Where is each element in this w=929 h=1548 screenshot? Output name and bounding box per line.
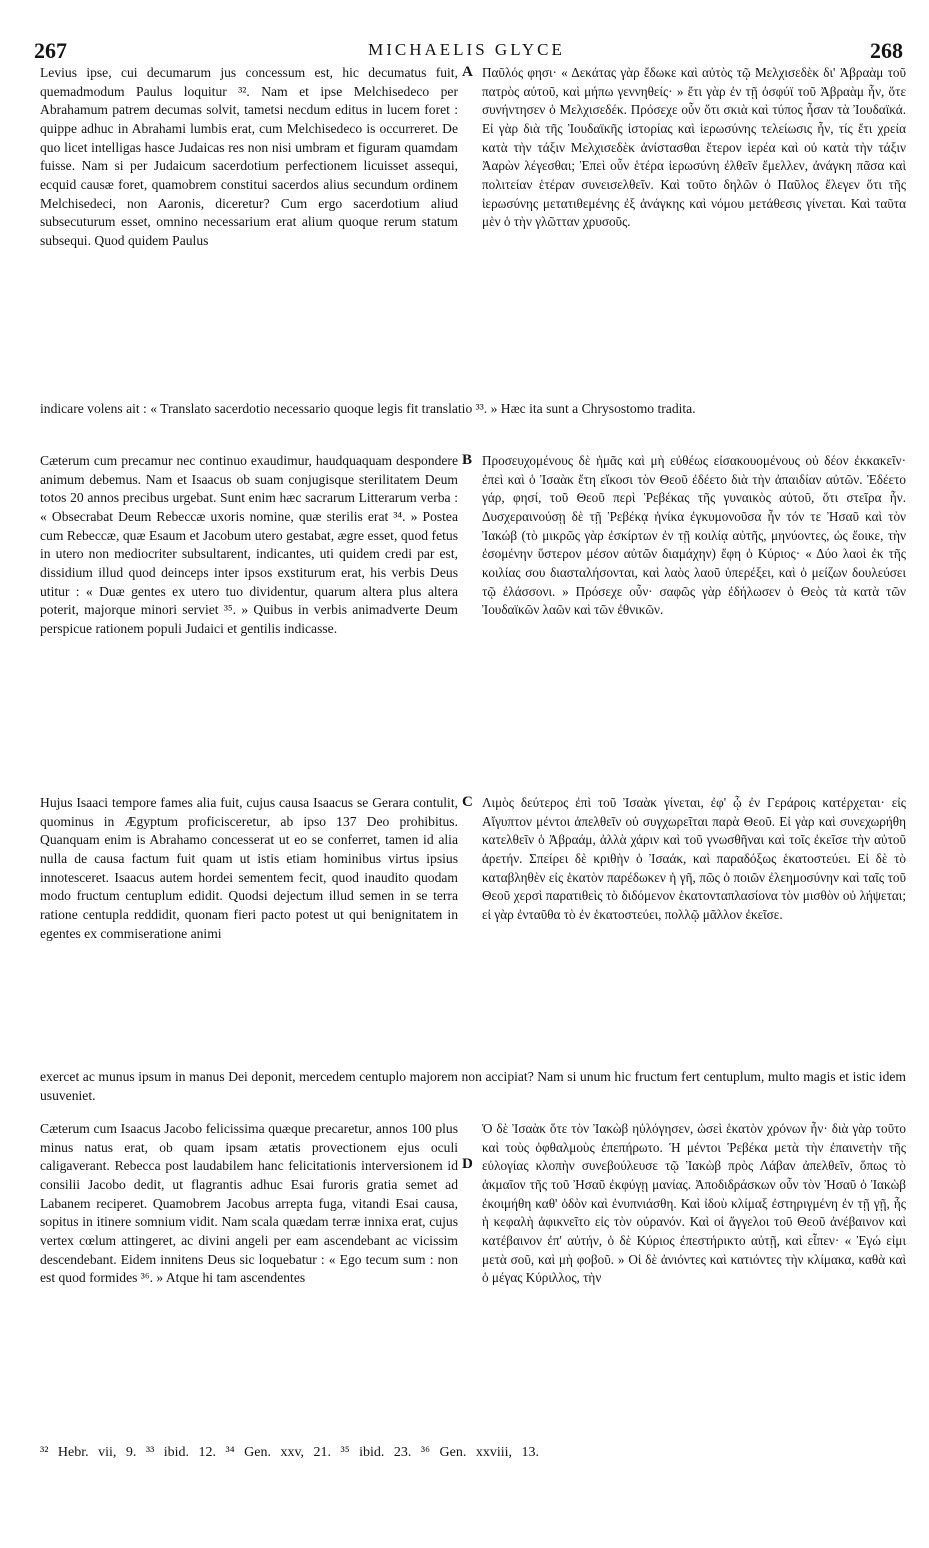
margin-letter-c: C xyxy=(462,794,473,810)
page-number-right: 268 xyxy=(870,38,903,63)
latin-full-width-a: indicare volens ait : « Translato sacerdotio necessario quoque legis fit translatio ³³. » Hæc ita sunt a Chrysostomo tradita. xyxy=(40,401,696,416)
page-number-left: 267 xyxy=(34,38,67,63)
latin-column-d: Cæterum cum Isaacus Jacobo felicissima quæque precaretur, annos 100 plus minus natus erat, ob quam ipsam ætatis provectionem ejus oculi caligaverant. Rebecca post laudabilem hanc felicitationis interversionem id consilii Jacobo dedit, ut flagrantis adhuc Esai furoris gratia semet ad Labanem reciperet. Quamobrem Jacobus arrepta fuga, vitandi Esai causa, sopitus in itinere somnium vidit. Nam scala quædam terræ innixa erat, cujus vertex cœlum attingeret, ac divini angeli per eam ascendebant ac vicissim descendebant. Eidem innitens Deus sic loquebatur : « Ego tecum sum : non est quod formides ³⁶. » Atque hi tam ascendentes xyxy=(40,1121,458,1286)
latin-column-c: Hujus Isaaci tempore fames alia fuit, cujus causa Isaacus se Gerara contulit, quominus in Ægyptum proficisceretur, ab ipso 137 Deo prohibitus. Quanquam enim is Abrahamo concesserat ut eo se conferret, tamen id alia nulla de causa factum fuit quam ut istis etiam hominibus virtus ipsius innotesceret. Isaacus autem hordei sementem fecit, quod inaudito quodam modo fructum centuplum edidit. Quodsi dejectum illud semen in se terra ratione centupla reddidit, quonam fieri pacto potest ut qui benignitatem in egentes ex commiseratione animi xyxy=(40,795,458,941)
greek-column-c: Λιμὸς δεύτερος ἐπὶ τοῦ Ἰσαὰκ γίνεται, ἐφ' ᾧ ἐν Γεράροις κατέρχεται· εἰς Αἴγυπτον μέντοι ἀπελθεῖν οὐ συγχωρεῖται παρὰ Θεοῦ. Εἰ γὰρ καὶ συνεχωρήθη κατελθεῖν ὁ Ἀβραάμ, ἀλλὰ χάριν καὶ τοῦ γνωσθῆναι καὶ τοῖς ἐκεῖσε τὴν αὐτοῦ ἀρετήν. Σπείρει δὲ κριθὴν ὁ Ἰσαάκ, καὶ παραδόξως ἑκατοστεύει. Εἰ δὲ τὸ καταβληθὲν εἰς ἑκατὸν παρέδωκεν ἡ γῆ, πῶς ὁ ποιῶν ἐλεημοσύνην καὶ ταῖς τοῦ Θεοῦ χερσὶ παρατιθεὶς τὸ διδόμενον ἑκατονταπλασίονα τὸν μισθὸν οὐ λήψεται; εἰ γὰρ ἐνταῦθα τὸ ἐν ἑκατοστεύει, πολλῷ μᾶλλον ἐκεῖσε. xyxy=(482,795,906,922)
margin-letter-d: D xyxy=(462,1156,473,1172)
page-header xyxy=(26,38,907,64)
footnotes: ³² Hebr. vii, 9. ³³ ibid. 12. ³⁴ Gen. xxv, 21. ³⁵ ibid. 23. ³⁶ Gen. xxviii, 13. xyxy=(40,1445,539,1460)
running-title: MICHAELIS GLYCE xyxy=(368,40,565,59)
margin-letter-a: A xyxy=(462,64,473,80)
latin-full-width-c: exercet ac munus ipsum in manus Dei deponit, mercedem centuplo majorem non accipiat? Nam si unum hic fructum fert centuplum, multo magis et istic idem usuveniet. xyxy=(40,1069,906,1103)
greek-column-b: Προσευχομένους δὲ ἡμᾶς καὶ μὴ εὐθέως εἰσακουομένους οὐ δέον ἐκκακεῖν· ἐπεὶ καὶ ὁ Ἰσαὰκ ἔτη εἴκοσι τὸν Θεοῦ ἐδέετο διὰ τὴν ἀπαιδίαν αὐτῶν. Ἐδέετο γάρ, φησί, τοῦ Θεοῦ περὶ Ῥεβέκας τῆς γυναικὸς αὐτοῦ, ὅτι στεῖρα ἦν. Δυσχεραινούσῃ δὲ τῇ Ῥεβέκᾳ ἡνίκα ἐγκυμονοῦσα ἦν τόν τε Ἠσαῦ καὶ τὸν Ἰακώβ (τὸ μικρῶς γὰρ ἐσκίρτων ἐν τῇ κοιλίᾳ αὐτῆς, μηνύοντες, ὡς ἔοικε, τὴν ἐσομένην ὕστερον μέσον αὐτῶν διαμάχην) ἔφη ὁ Κύριος· « Δύο λαοὶ ἐκ τῆς κοιλίας σου διασταλήσονται, καὶ λαὸς λαοῦ ὑπερέξει, καὶ ὁ μείζων δουλεύσει τῷ ἐλάσσονι. » Πρόσεχε οὖν· σαφῶς γὰρ ἐδήλωσεν ὁ Θεὸς τὰ κατὰ τῶν Ἰουδαϊκῶν λαῶν καὶ τῶν ἐθνικῶν. xyxy=(482,453,906,618)
greek-column-d: Ὁ δὲ Ἰσαὰκ ὅτε τὸν Ἰακὼβ ηὐλόγησεν, ὡσεὶ ἑκατὸν χρόνων ἦν· διὰ γὰρ τοῦτο καὶ τοὺς ὀφθαλμοὺς ἐπεπήρωτο. Ἡ μέντοι Ῥεβέκα μετὰ τὴν ἐπαινετὴν τῆς εὐλογίας κλοπὴν συνεβούλευσε τῷ Ἰακὼβ πρὸς Λάβαν ἀπελθεῖν, ὅπως τὸ ἀκμαῖον τῆς τοῦ Ἠσαῦ ἐκφύγῃ μανίας. Ἀποδιδράσκων οὖν τὸν Ἠσαῦ ὁ Ἰακὼβ ἐκοιμήθη καθ' ὁδὸν καὶ ἐνυπνιάσθη. Καὶ ἰδοὺ κλίμαξ ἐστηριγμένη ἐν τῇ γῇ, ἧς ἡ κεφαλὴ ἀφικνεῖτο εἰς τὸν οὐρανόν. Καὶ οἱ ἄγγελοι τοῦ Θεοῦ ἀνέβαινον καὶ κατέβαινον ἐπ' αὐτήν, ὁ δὲ Κύριος ἐπεστήρικτο αὐτῇ, καὶ εἶπεν· « Ἐγώ εἰμι μετὰ σοῦ, καὶ μὴ φοβοῦ. » Οἱ δὲ ἀνιόντες καὶ κατιόντες τὴν κλίμακα, καθὰ καὶ ὁ μέγας Κύριλλος, τὴν xyxy=(482,1121,906,1286)
latin-column-a: Levius ipse, cui decumarum jus concessum est, hic decumatus fuit, quemadmodum Paulus loquitur ³². Nam et ipse Melchisedeco per Abrahamum patrem decumas solvit, tametsi necdum editus in lucem foret : quippe adhuc in Abrahami lumbis erat, cum Melchisedeco is occurreret. De quo licet intelligas hasce Judaicas res non nisi umbram et figuram quamdam fuisse. Nam si per Judaicum sacerdotium perfectionem licuisset assequi, ecquid causæ foret, quamobrem constitui sacerdos alius secundum ordinem Melchisedeci, non Aaronis, diceretur? Cum ergo sacerdotium aliud subsecuturum esset, omnino necessarium erat alium quoque rerum statum subsequi. Quod quidem Paulus xyxy=(40,65,458,248)
margin-letter-b: B xyxy=(462,452,473,468)
greek-column-a: Παῦλός φησι· « Δεκάτας γὰρ ἔδωκε καὶ αὐτὸς τῷ Μελχισεδὲκ δι' Ἀβραὰμ τοῦ πατρὸς αὐτοῦ, καὶ μήπω γεννηθείς· » ἔτι γὰρ ἐν τῇ ὀσφύϊ τοῦ Ἀβραὰμ ἦν, ὅτε συνήντησεν ὁ Μελχισεδέκ. Πρόσεχε οὖν ὅτι σκιὰ καὶ τύπος ἦσαν τὰ Ἰουδαϊκά. Εἰ γὰρ διὰ τῆς Ἰουδαϊκῆς ἱστορίας καὶ ἱερωσύνης τελείωσις ἦν, τίς ἔτι χρεία κατὰ τὴν τάξιν Μελχισεδὲκ ἀνίστασθαι ἕτερον ἱερέα καὶ οὐ κατὰ τὴν τάξιν Ἀαρὼν λέγεσθαι; Ἐπεὶ οὖν ἑτέρα ἱερωσύνη ἐλθεῖν ἔμελλεν, ἀνάγκη πᾶσα καὶ πολιτείαν ἑτέραν συνεισελθεῖν. Καὶ τοῦτο δηλῶν ὁ Παῦλος ἔλεγεν ὅτι τῆς ἱερωσύνης μετατιθεμένης ἐξ ἀνάγκης καὶ νόμου μετάθεσις γίνεται. Καὶ ταῦτα μὲν ὁ τὴν γλῶτταν χρυσοῦς. xyxy=(482,65,906,230)
latin-column-b: Cæterum cum precamur nec continuo exaudimur, haudquaquam despondere animum debemus. Nam et Isaacus ob suam conjugisque sterilitatem Deum totos 20 annos precibus urgebat. Sunt enim hæc sacrarum Litterarum verba : « Obsecrabat Deum Rebeccæ uxoris nomine, quæ sterilis erat ³⁴. » Postea cum Rebeccæ, quæ Esaum et Jacobum utero gestabat, ægre esset, quod fetus in utero non mediocriter subsultarent, indicantes, uti quidem credi par est, dissidium illud quod deinceps inter ipsos exstiturum erat, his verbis Deus utitur : « Duæ gentes ex utero tuo dividentur, quarum altera plus altera poterit, majorque minori serviet ³⁵. » Quibus in verbis animadverte Deum perspicue rationem populi Judaici et gentilis indicasse. xyxy=(40,453,458,636)
